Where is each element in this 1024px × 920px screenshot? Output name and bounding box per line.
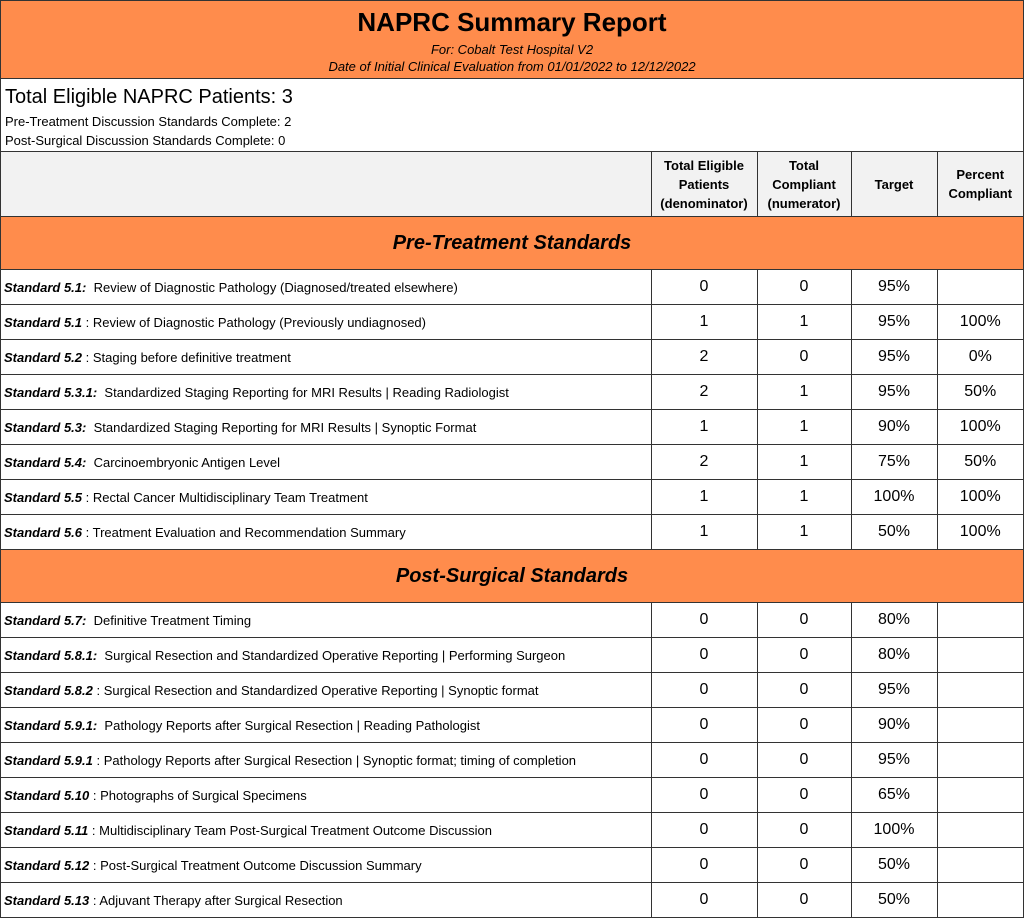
compliant-cell: 0 [757, 270, 851, 305]
eligible-cell: 0 [651, 603, 757, 638]
percent-cell [937, 778, 1023, 813]
compliant-cell: 0 [757, 743, 851, 778]
standard-number: Standard 5.1: [4, 279, 87, 295]
percent-cell [937, 883, 1023, 918]
standard-description: : Adjuvant Therapy after Surgical Resection [89, 892, 343, 908]
standards-table [1, 152, 1023, 917]
standard-row [1, 848, 1023, 883]
percent-cell [937, 813, 1023, 848]
standard-number: Standard 5.3.1: [4, 384, 98, 400]
standard-description: : Review of Diagnostic Pathology (Previously undiagnosed) [82, 314, 426, 330]
standard-number: Standard 5.7: [4, 612, 87, 628]
standard-description: : Treatment Evaluation and Recommendation Summary [82, 524, 406, 540]
target-cell: 95% [851, 340, 937, 375]
eligible-cell: 2 [651, 445, 757, 480]
standard-label-cell [1, 270, 651, 305]
standard-label-cell [1, 673, 651, 708]
standard-number: Standard 5.9.1: [4, 717, 98, 733]
target-cell: 75% [851, 445, 937, 480]
pre-treatment-section-header [1, 217, 1023, 270]
standard-row [1, 813, 1023, 848]
eligible-cell: 1 [651, 410, 757, 445]
eligible-cell: 2 [651, 340, 757, 375]
standard-row [1, 375, 1023, 410]
standard-row [1, 883, 1023, 918]
eligible-header-line: (denominator) [660, 195, 748, 211]
percent-cell [937, 743, 1023, 778]
eligible-cell: 0 [651, 883, 757, 918]
percent-cell: 100% [937, 515, 1023, 550]
standard-label-cell [1, 515, 651, 550]
standard-number: Standard 5.1 [4, 314, 83, 330]
standard-row [1, 638, 1023, 673]
standard-number: Standard 5.13 [4, 892, 90, 908]
percent-cell [937, 673, 1023, 708]
summary-section [1, 79, 1023, 152]
eligible-cell: 0 [651, 708, 757, 743]
standard-label-cell [1, 708, 651, 743]
target-cell: 95% [851, 305, 937, 340]
eligible-cell: 1 [651, 305, 757, 340]
eligible-cell: 0 [651, 673, 757, 708]
standard-number: Standard 5.3: [4, 419, 87, 435]
percent-cell: 100% [937, 480, 1023, 515]
eligible-header-line: Total Eligible [664, 157, 744, 173]
compliant-header-line: (numerator) [767, 195, 841, 211]
standard-row [1, 708, 1023, 743]
column-header-blank [1, 152, 651, 217]
standard-label-cell [1, 813, 651, 848]
compliant-cell: 1 [757, 445, 851, 480]
target-header-line: Target [874, 176, 914, 192]
compliant-cell: 1 [757, 375, 851, 410]
column-header-row [1, 152, 1023, 217]
compliant-cell: 1 [757, 480, 851, 515]
target-cell: 95% [851, 375, 937, 410]
target-cell: 95% [851, 270, 937, 305]
standard-description: Definitive Treatment Timing [86, 612, 252, 628]
standard-number: Standard 5.8.1: [4, 647, 98, 663]
percent-cell [937, 270, 1023, 305]
target-cell: 95% [851, 743, 937, 778]
eligible-cell: 0 [651, 848, 757, 883]
eligible-cell: 0 [651, 778, 757, 813]
standard-number: Standard 5.10 [4, 787, 90, 803]
eligible-cell: 0 [651, 638, 757, 673]
standard-row [1, 603, 1023, 638]
standard-number: Standard 5.2 [4, 349, 83, 365]
standard-label-cell [1, 638, 651, 673]
compliant-cell: 1 [757, 410, 851, 445]
compliant-header-line: Compliant [772, 176, 836, 192]
eligible-cell: 1 [651, 480, 757, 515]
percent-header-line: Compliant [948, 186, 1013, 201]
percent-cell: 100% [937, 305, 1023, 340]
standard-description: : Pathology Reports after Surgical Resection | Synoptic format; timing of completion [92, 752, 577, 768]
percent-cell [937, 708, 1023, 743]
standard-description: Standardized Staging Reporting for MRI Results | Synoptic Format [86, 419, 477, 435]
standard-description: : Photographs of Surgical Specimens [89, 787, 307, 803]
standard-row [1, 410, 1023, 445]
standard-row [1, 340, 1023, 375]
standard-number: Standard 5.8.2 [4, 682, 93, 698]
standard-label-cell [1, 340, 651, 375]
compliant-cell: 1 [757, 515, 851, 550]
standard-label-cell [1, 778, 651, 813]
standard-row [1, 743, 1023, 778]
date-range: Date of Initial Clinical Evaluation from 01/01/2022 to 12/12/2022 [328, 59, 696, 74]
percent-cell: 50% [937, 375, 1023, 410]
eligible-cell: 0 [651, 813, 757, 848]
standard-label-cell [1, 305, 651, 340]
target-cell: 100% [851, 813, 937, 848]
standard-label-cell [1, 743, 651, 778]
compliant-cell: 0 [757, 638, 851, 673]
compliant-cell: 0 [757, 778, 851, 813]
standard-number: Standard 5.12 [4, 857, 90, 873]
compliant-cell: 0 [757, 813, 851, 848]
compliant-cell: 0 [757, 673, 851, 708]
eligible-cell: 0 [651, 743, 757, 778]
pre-treatment-section-title: Pre-Treatment Standards [1, 217, 1023, 270]
standard-description: : Multidisciplinary Team Post-Surgical Treatment Outcome Discussion [88, 822, 492, 838]
standard-label-cell [1, 445, 651, 480]
standard-row [1, 305, 1023, 340]
percent-cell [937, 603, 1023, 638]
standard-description: : Surgical Resection and Standardized Operative Reporting | Synoptic format [92, 682, 539, 698]
compliant-cell: 0 [757, 848, 851, 883]
percent-cell: 0% [937, 340, 1023, 375]
target-cell: 90% [851, 708, 937, 743]
target-cell: 65% [851, 778, 937, 813]
standard-row [1, 673, 1023, 708]
standard-label-cell [1, 848, 651, 883]
standard-description: Review of Diagnostic Pathology (Diagnosed/treated elsewhere) [86, 279, 458, 295]
standard-description: Carcinoembryonic Antigen Level [86, 454, 281, 470]
target-cell: 50% [851, 883, 937, 918]
post-surgical-section-title: Post-Surgical Standards [1, 550, 1023, 603]
percent-cell [937, 848, 1023, 883]
standard-row [1, 515, 1023, 550]
standard-description: : Post-Surgical Treatment Outcome Discussion Summary [89, 857, 422, 873]
standard-label-cell [1, 603, 651, 638]
eligible-cell: 1 [651, 515, 757, 550]
compliant-header-line: Total [788, 157, 820, 173]
compliant-cell: 0 [757, 603, 851, 638]
column-header-percent [937, 152, 1023, 217]
total-eligible-patients: Total Eligible NAPRC Patients: 3 [5, 86, 293, 108]
post-surgical-complete: Post-Surgical Discussion Standards Complete: 0 [5, 133, 286, 148]
compliant-cell: 1 [757, 305, 851, 340]
target-cell: 95% [851, 673, 937, 708]
standard-number: Standard 5.11 [4, 822, 89, 838]
standard-row [1, 270, 1023, 305]
target-cell: 50% [851, 848, 937, 883]
target-cell: 90% [851, 410, 937, 445]
post-surgical-section-header [1, 550, 1023, 603]
report-header [1, 1, 1023, 79]
standard-label-cell [1, 480, 651, 515]
standard-label-cell [1, 410, 651, 445]
standard-row [1, 445, 1023, 480]
column-header-target [851, 152, 937, 217]
percent-cell: 100% [937, 410, 1023, 445]
standard-row [1, 480, 1023, 515]
eligible-cell: 0 [651, 270, 757, 305]
target-cell: 80% [851, 603, 937, 638]
standard-description: Pathology Reports after Surgical Resection | Reading Pathologist [97, 717, 480, 733]
standard-number: Standard 5.9.1 [4, 752, 93, 768]
standard-label-cell [1, 883, 651, 918]
standard-row [1, 778, 1023, 813]
target-cell: 50% [851, 515, 937, 550]
percent-header-line: Percent [956, 167, 1005, 182]
compliant-cell: 0 [757, 340, 851, 375]
target-cell: 100% [851, 480, 937, 515]
eligible-cell: 2 [651, 375, 757, 410]
standard-description: : Staging before definitive treatment [82, 349, 291, 365]
column-header-compliant [757, 152, 851, 217]
pre-treatment-complete: Pre-Treatment Discussion Standards Complete: 2 [5, 114, 292, 129]
standard-number: Standard 5.4: [4, 454, 87, 470]
column-header-eligible [651, 152, 757, 217]
target-cell: 80% [851, 638, 937, 673]
compliant-cell: 0 [757, 708, 851, 743]
eligible-header-line: Patients [678, 176, 730, 192]
standard-label-cell [1, 375, 651, 410]
hospital-name: For: Cobalt Test Hospital V2 [430, 42, 594, 57]
standard-number: Standard 5.5 [4, 489, 83, 505]
report-title: NAPRC Summary Report [357, 7, 667, 37]
percent-cell [937, 638, 1023, 673]
standard-number: Standard 5.6 [4, 524, 83, 540]
standard-description: Surgical Resection and Standardized Operative Reporting | Performing Surgeon [97, 647, 566, 663]
compliant-cell: 0 [757, 883, 851, 918]
standard-description: Standardized Staging Reporting for MRI Results | Reading Radiologist [97, 384, 509, 400]
standard-description: : Rectal Cancer Multidisciplinary Team Treatment [82, 489, 368, 505]
percent-cell: 50% [937, 445, 1023, 480]
